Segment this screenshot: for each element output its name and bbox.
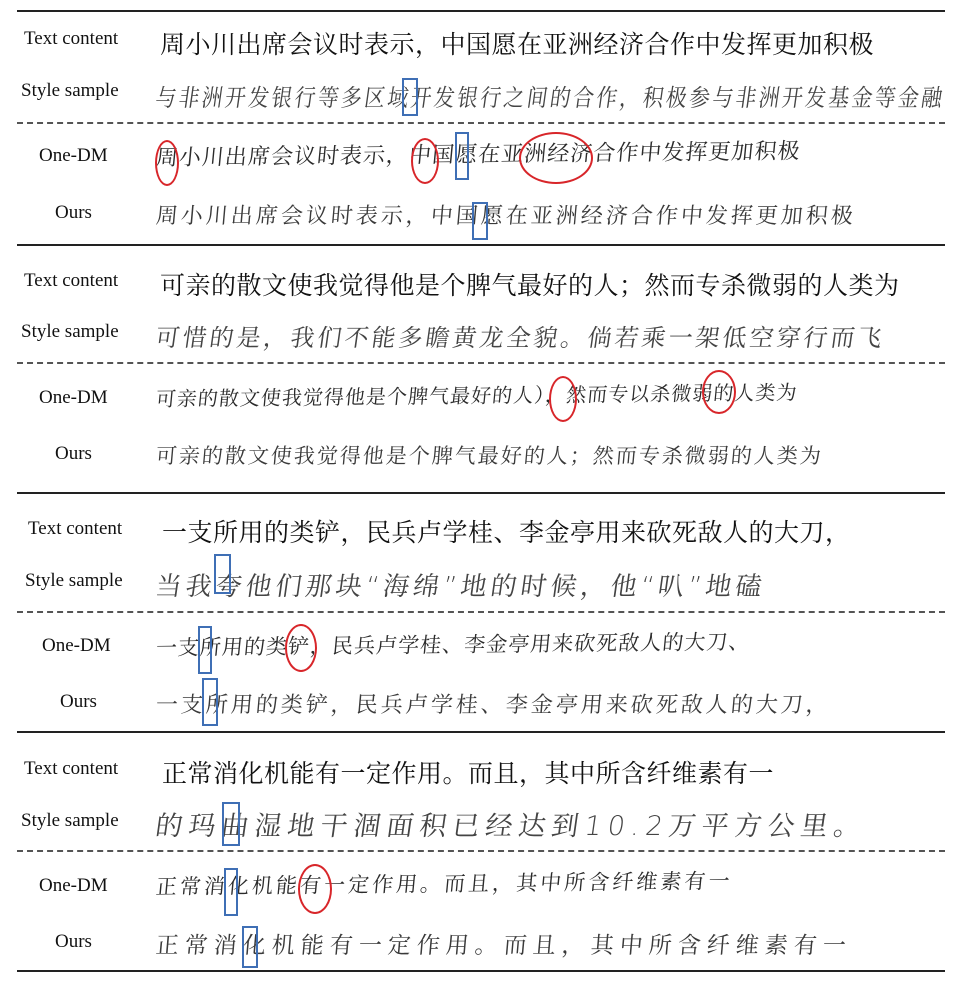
style-sample-label: Style sample xyxy=(21,321,119,342)
text-content-value: 一支所用的类铲，民兵卢学桂、李金亭用来砍死敌人的大刀， xyxy=(162,518,851,547)
group-rule xyxy=(17,492,945,494)
highlight-box xyxy=(198,626,212,674)
highlight-box xyxy=(214,554,231,594)
group-rule xyxy=(17,731,945,733)
error-circle xyxy=(155,140,179,186)
highlight-box xyxy=(472,202,488,240)
one-dm-handwriting: 一支所用的类铲，民兵卢学桂、李金亭用来砍死敌人的大刀、 xyxy=(154,629,752,660)
one-dm-handwriting: 可亲的散文使我觉得他是个脾气最好的人），然而专以杀微弱的人类为 xyxy=(154,380,799,411)
one-dm-label: One-DM xyxy=(42,635,111,656)
text-content-label: Text content xyxy=(24,758,119,779)
divider-dashed xyxy=(17,122,945,124)
one-dm-label: One-DM xyxy=(39,387,108,408)
one-dm-label: One-DM xyxy=(39,875,108,896)
text-content-value: 可亲的散文使我觉得他是个脾气最好的人；然而专杀微弱的人类为 xyxy=(160,271,900,300)
ours-label: Ours xyxy=(55,202,92,223)
ours-label: Ours xyxy=(55,443,92,464)
text-content-value: 正常消化机能有一定作用。而且，其中所含纤维素有一 xyxy=(162,759,775,788)
ours-handwriting: 可亲的散文使我觉得他是个脾气最好的人；然而专杀微弱的人类为 xyxy=(154,444,824,468)
ours-handwriting: 周小川出席会议时表示，中国愿在亚洲经济合作中发挥更加积极 xyxy=(154,204,857,229)
text-content-label: Text content xyxy=(24,270,119,291)
one-dm-label: One-DM xyxy=(39,145,108,166)
divider-dashed xyxy=(17,850,945,852)
error-circle xyxy=(519,132,593,184)
ours-label: Ours xyxy=(55,931,92,952)
text-content-value: 周小川出席会议时表示，中国愿在亚洲经济合作中发挥更加积极 xyxy=(160,30,875,59)
ours-handwriting: 正常消化机能有一定作用。而且，其中所含纤维素有一 xyxy=(154,933,853,959)
highlight-box xyxy=(202,678,218,726)
error-circle xyxy=(285,624,317,672)
error-circle xyxy=(298,864,332,914)
highlight-box xyxy=(222,802,240,846)
error-circle xyxy=(411,138,439,184)
divider-dashed xyxy=(17,362,945,364)
bottom-rule xyxy=(17,970,945,972)
style-sample-label: Style sample xyxy=(21,810,119,831)
error-circle xyxy=(549,376,577,422)
style-sample-handwriting: 与非洲开发银行等多区域开发银行之间的合作，积极参与非洲开发基金等金融 xyxy=(153,84,947,112)
group-rule xyxy=(17,244,945,246)
style-sample-label: Style sample xyxy=(25,570,123,591)
highlight-box xyxy=(402,78,418,116)
highlight-box xyxy=(224,868,238,916)
style-sample-handwriting: 当我夸他们那块“海绵”地的时候，他“叭”地磕 xyxy=(153,572,768,602)
style-sample-handwriting: 可惜的是，我们不能多瞻黄龙全貌。倘若乘一架低空穿行而飞 xyxy=(153,324,887,352)
divider-dashed xyxy=(17,611,945,613)
text-content-label: Text content xyxy=(24,28,119,49)
style-sample-label: Style sample xyxy=(21,80,119,101)
style-sample-handwriting: 的玛曲湿地干涸面积已经达到10.2万平方公里。 xyxy=(153,811,869,842)
one-dm-handwriting: 周小川出席会议时表示，中国愿在亚洲经济合作中发挥更加积极 xyxy=(154,139,802,171)
highlight-box xyxy=(455,132,469,180)
top-rule xyxy=(17,10,945,12)
text-content-label: Text content xyxy=(28,518,123,539)
one-dm-handwriting: 正常消化机能有一定作用。而且，其中所含纤维素有一 xyxy=(154,868,734,899)
ours-label: Ours xyxy=(60,691,97,712)
ours-handwriting: 一支所用的类铲，民兵卢学桂、李金亭用来砍死敌人的大刀， xyxy=(154,693,832,718)
error-circle xyxy=(702,370,736,414)
highlight-box xyxy=(242,926,258,968)
